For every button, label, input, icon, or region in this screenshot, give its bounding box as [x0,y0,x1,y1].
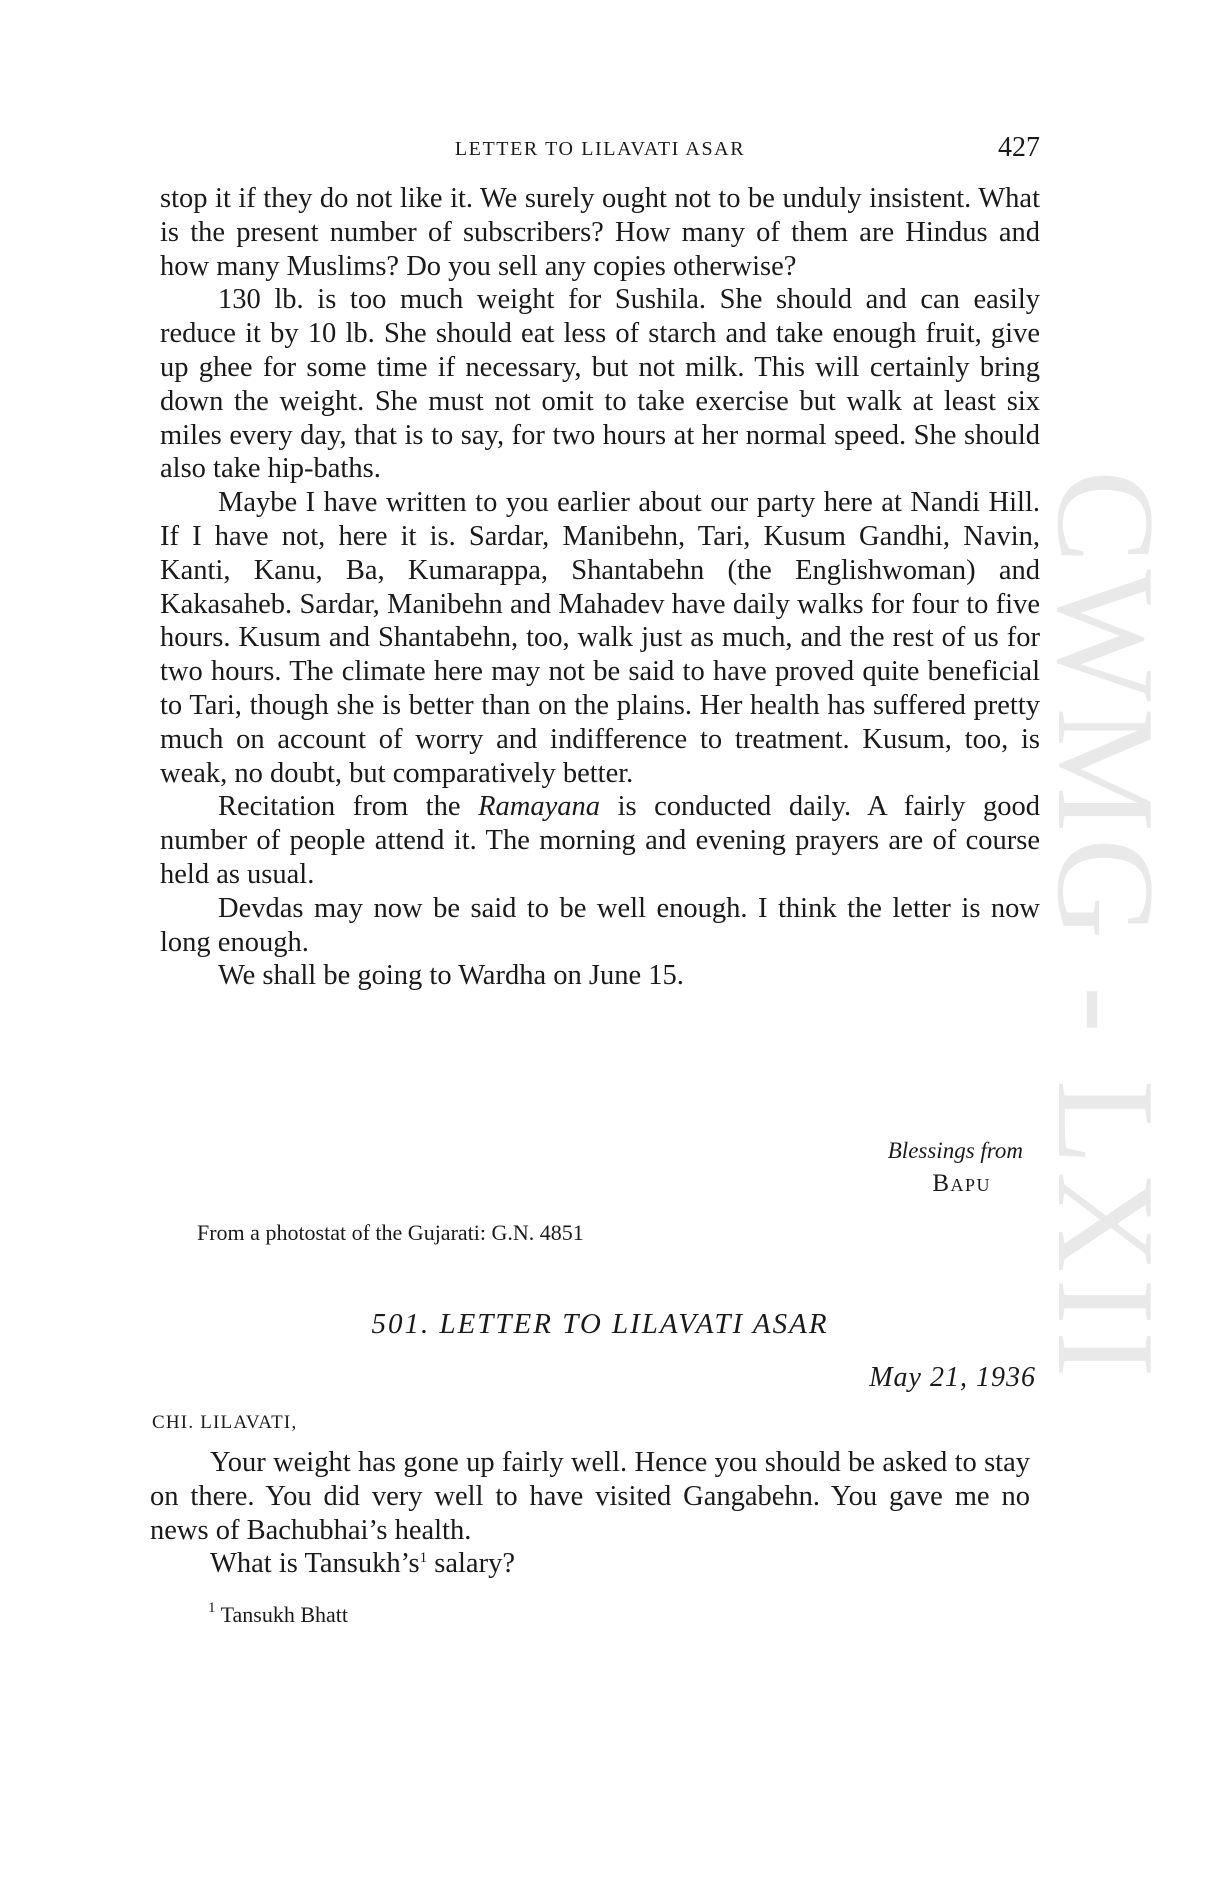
letter-continuation [160,182,1040,993]
running-title: LETTER TO LILAVATI ASAR [454,138,746,160]
blessings-line: Blessings from [887,1138,1023,1163]
paragraph-4-end: is conducted daily. A fairly good number of people attend it. The morning and evening prayers are of course held as usual. [160,791,1040,890]
running-header [160,132,1040,168]
letter-body [150,1446,1030,1581]
footnote-text: Tansukh Bhatt [215,1602,348,1627]
paragraph-6: We shall be going to Wardha on June 15. [218,960,684,992]
paragraph-4-start: Recitation from the [218,791,479,823]
paragraph-2: 130 lb. is too much weight for Sushila. She should and can easily reduce it by 10 lb. She should eat less of starch and take enough fruit, give up ghee for some time if necessary, but not milk. This will certainly bring down the weight. She must not omit to take exercise but walk at least six miles every day, that is to say, for two hours at her normal speed. She should also take hip-baths. [160,284,1040,485]
letter-heading: 501. LETTER TO LILAVATI ASAR [371,1308,829,1340]
paragraph-4 [160,790,1040,891]
letter-paragraph-2-end: salary? [427,1548,515,1580]
letter-paragraph-2-start: What is Tansukh’s [210,1548,420,1580]
letter-paragraph-2 [150,1547,1030,1581]
source-note: From a photostat of the Gujarati: G.N. 4851 [197,1220,584,1245]
signature-block [888,1138,1031,1198]
salutation: CHI. LILAVATI, [152,1412,298,1433]
watermark [1028,470,1183,1420]
page-number: 427 [998,132,1040,163]
letter-paragraph-1: Your weight has gone up fairly well. Hence you should be asked to stay on there. You did very well to have visited Gangabehn. You gave me no news of Bachubhai’s health. [150,1447,1030,1546]
ramayana-title: Ramayana [478,791,600,823]
watermark-text: CWMG - LXII [1028,470,1183,1384]
paragraph-1: stop it if they do not like it. We surely ought not to be unduly insistent. What is the present number of subscribers? How many of them are Hindus and how many Muslims? Do you sell any copies otherwise? [160,183,1040,282]
paragraph-3: Maybe I have written to you earlier about our party here at Nandi Hill. If I have not, here it is. Sardar, Manibehn, Tari, Kusum Gandhi, Navin, Kanti, Kanu, Ba, Kumarappa, Shantabehn (the Englishwoman) and Kakasaheb. Sardar, Manibehn and Mahadev have daily walks for four to five hours. Kusum and Shantabehn, too, walk just as much, and the rest of us for two hours. The climate here may not be said to have proved quite beneficial to Tari, though she is better than on the plains. Her health has suffered pretty much on account of worry and indifference to treatment. Kusum, too, is weak, no doubt, but comparatively better. [160,487,1040,789]
letter-date: May 21, 1936 [869,1362,1036,1393]
footnote-marker: 1 [208,1600,216,1616]
signature-name: Bapu [932,1170,991,1197]
footnote-reference: 1 [419,1550,428,1567]
footnote [208,1602,348,1628]
paragraph-5: Devdas may now be said to be well enough. I think the letter is now long enough. [160,892,1040,958]
